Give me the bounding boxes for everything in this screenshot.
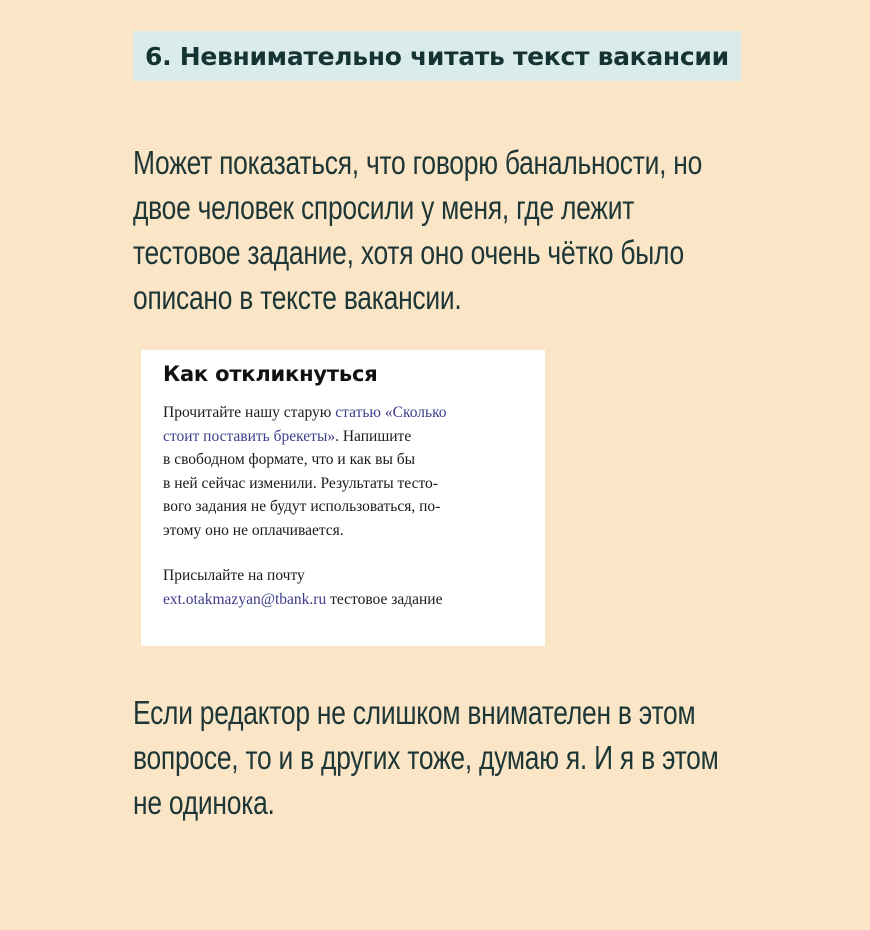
article-link-continued[interactable]: стоит поставить брекеты»	[163, 427, 336, 445]
intro-line: Может показаться, что говорю банальности, но	[133, 144, 703, 181]
outro-line: не одинока.	[133, 784, 275, 821]
card-title: Как откликнуться	[163, 362, 378, 386]
card-paragraph-contact	[163, 564, 523, 611]
section-heading-text: 6. Невнимательно читать текст вакансии	[145, 41, 729, 71]
outro-line: Если редактор не слишком внимателен в этом	[133, 694, 696, 731]
outro-paragraph	[133, 690, 765, 825]
card-line	[163, 425, 523, 449]
email-link[interactable]: ext.otakmazyan@tbank.ru	[163, 590, 327, 608]
card-spacer	[163, 542, 523, 564]
intro-line: тестовое задание, хотя оно очень чётко было	[133, 234, 684, 271]
article-link[interactable]: статью «Сколько	[335, 404, 447, 421]
section-heading	[133, 31, 741, 81]
card-line	[163, 401, 523, 425]
card-line: вого задания не будут использоваться, по-	[163, 498, 441, 515]
card-line: в ней сейчас изменили. Результаты тесто-	[163, 474, 438, 492]
intro-line: двое человек спросили у меня, где лежит	[133, 189, 635, 226]
card-text: . Напишите	[335, 427, 412, 445]
intro-line: описано в тексте вакансии.	[133, 279, 462, 316]
card-text: Прочитайте нашу старую	[163, 404, 336, 421]
card-line: Присылайте на почту	[163, 567, 305, 584]
card-text: тестовое задание	[326, 590, 443, 608]
vacancy-excerpt-card	[141, 350, 545, 646]
card-line: в свободном формате, что и как вы бы	[163, 451, 416, 468]
card-line	[163, 588, 523, 612]
outro-line: вопросе, то и в других тоже, думаю я. И я в этом	[133, 739, 719, 776]
intro-paragraph	[133, 140, 765, 320]
card-line: этому оно не оплачивается.	[163, 521, 344, 539]
card-paragraph-instructions	[163, 401, 523, 542]
